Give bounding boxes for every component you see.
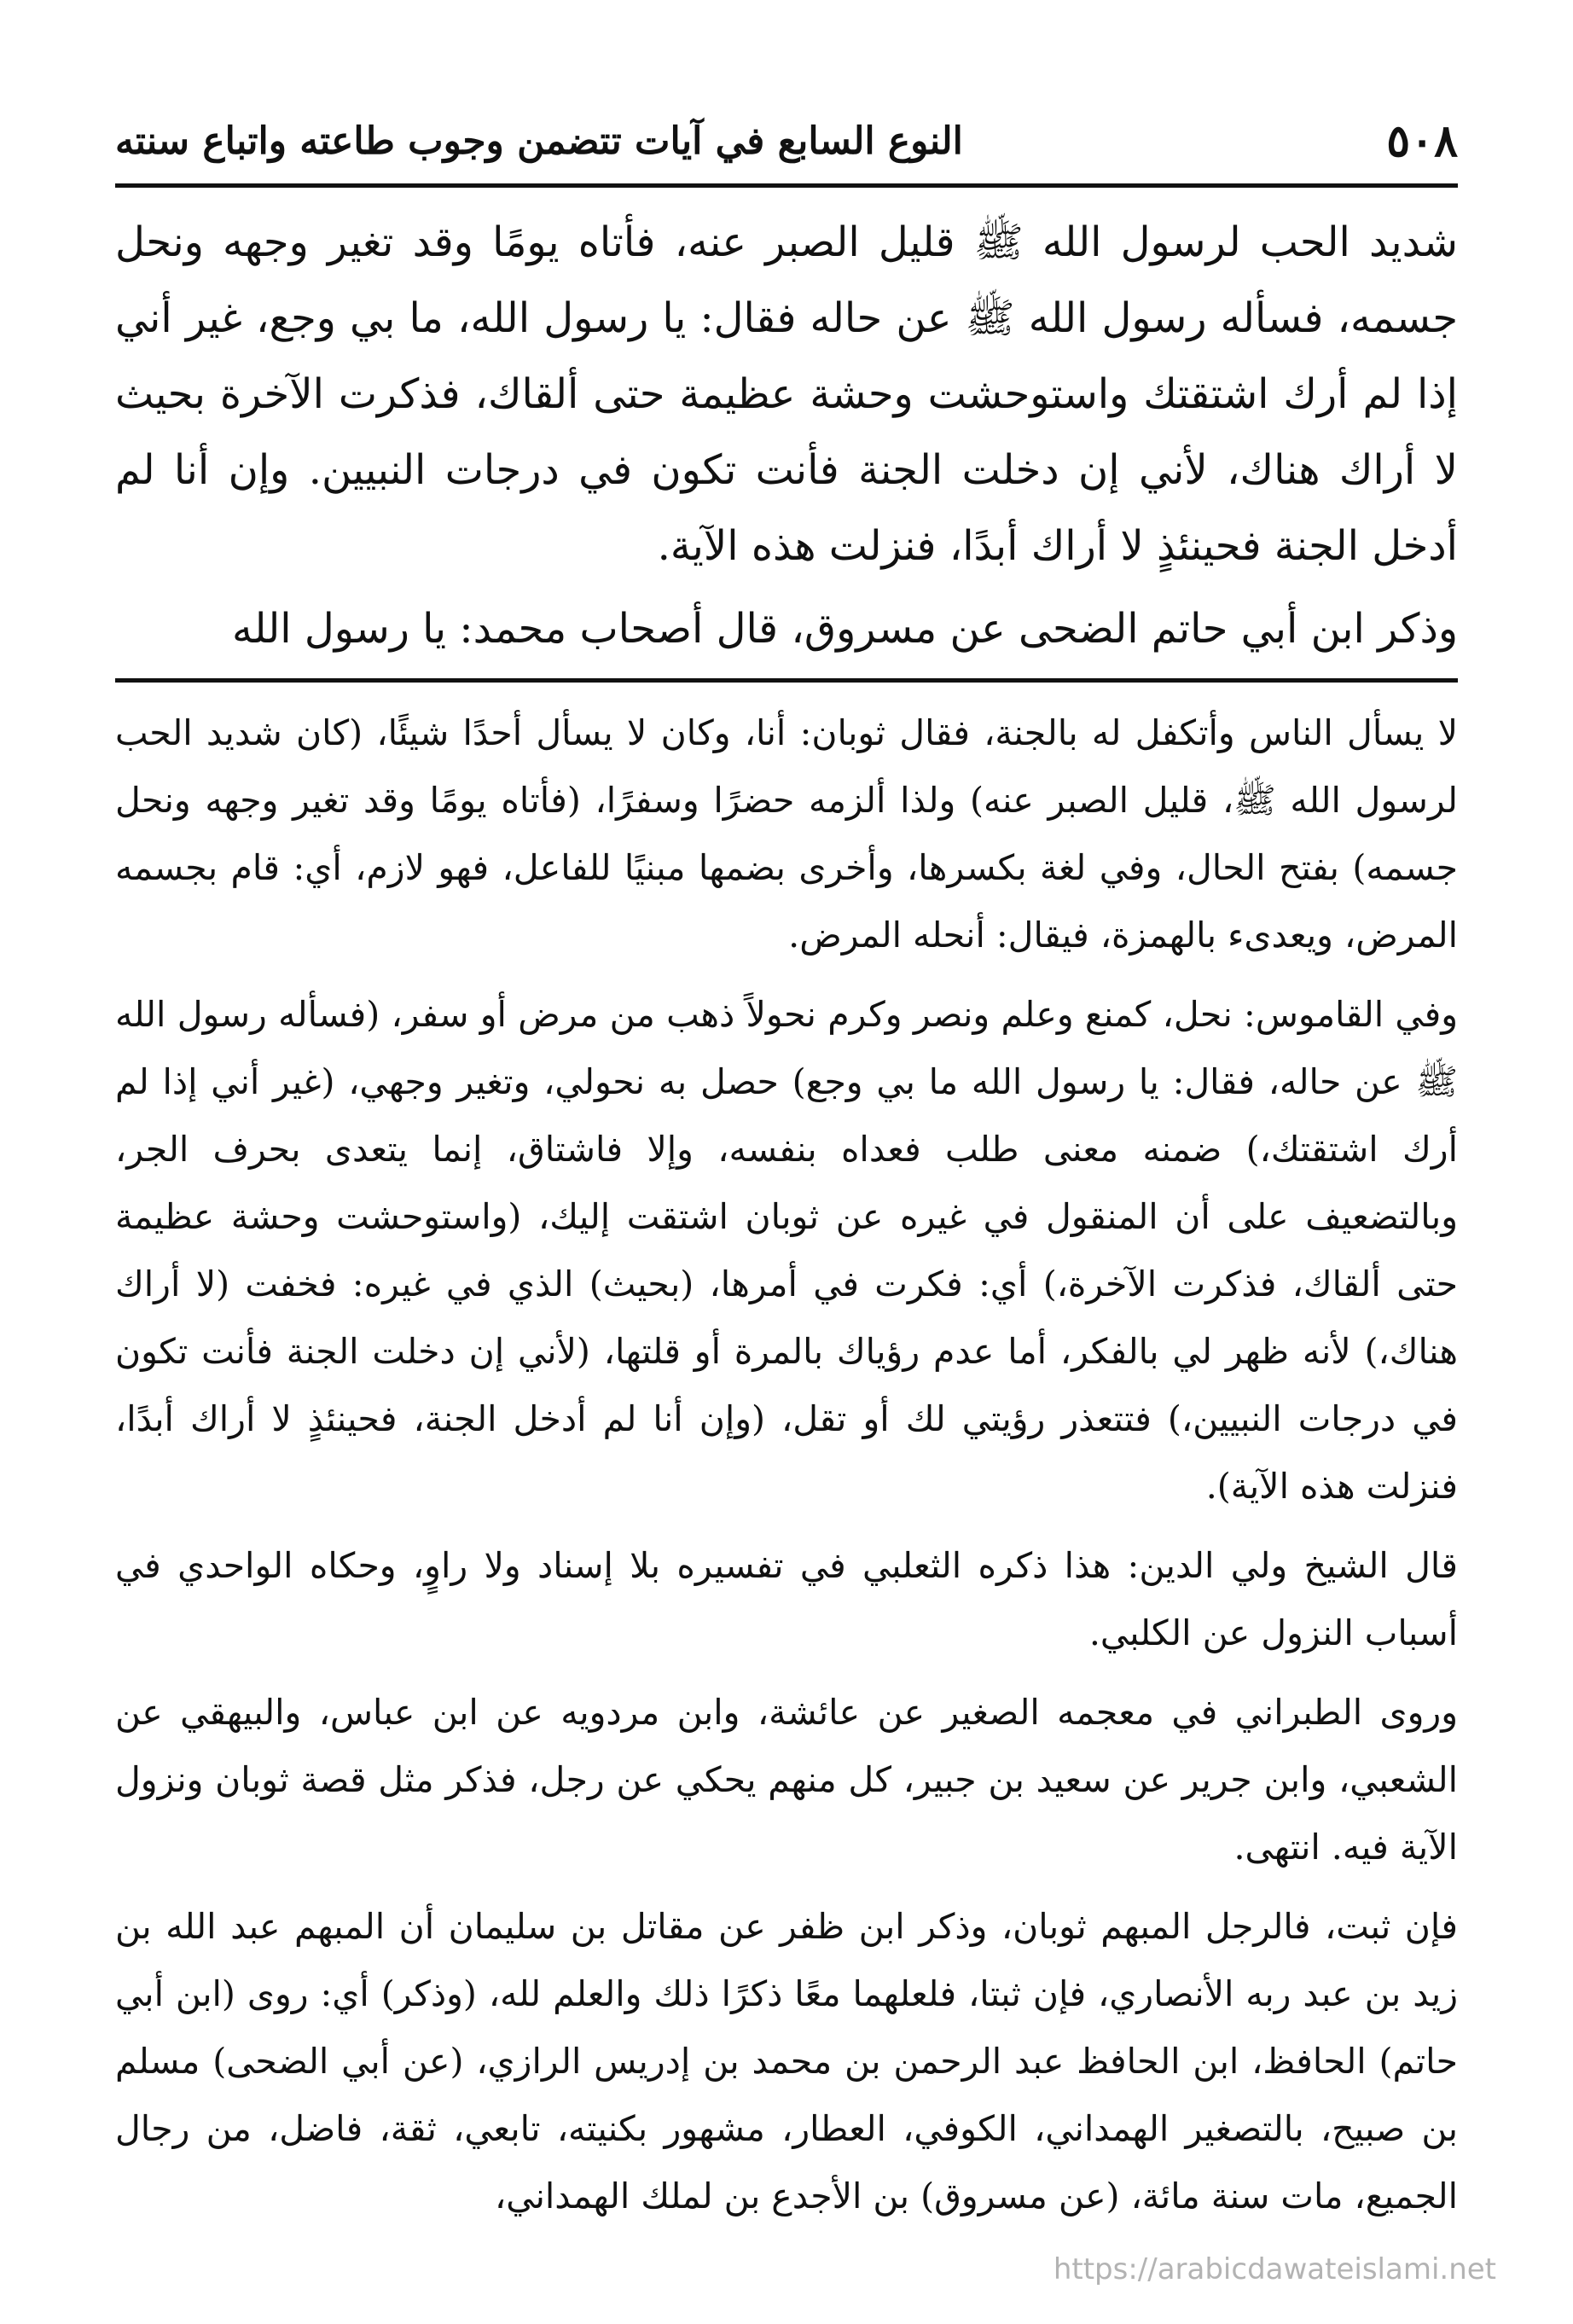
page-header (115, 111, 1458, 171)
main-text (115, 205, 1458, 667)
commentary-text (115, 700, 1458, 2242)
header-rule (115, 183, 1458, 188)
main-paragraph: شديد الحب لرسول الله ﷺ قليل الصبر عنه، فأتاه يومًا وقد تغير وجهه ونحل جسمه، فسأله رسول الله ﷺ عن حاله فقال: يا رسول الله، ما بي وجع، غير أني إذا لم أرك اشتقتك واستوحشت وحشة عظيمة حتى ألقاك، فذكرت الآخرة بحيث لا أراك هناك، لأني إن دخلت الجنة فأنت تكون في درجات النبيين. وإن أنا لم أدخل الجنة فحينئذٍ لا أراك أبدًا، فنزلت هذه الآية. (115, 218, 1458, 570)
commentary-paragraph: لا يسأل الناس وأتكفل له بالجنة، فقال ثوبان: أنا، وكان لا يسأل أحدًا شيئًا، (كان شديد الحب لرسول الله ﷺ، قليل الصبر عنه) ولذا ألزمه حضرًا وسفرًا، (فأتاه يومًا وقد تغير وجهه ونحل جسمه) بفتح الحال، وفي لغة بكسرها، وأخرى بضمها مبنيًا للفاعل، فهو لازم، أي: قام بجسمه المرض، ويعدىء بالهمزة، فيقال: أنحله المرض. (115, 712, 1458, 956)
watermark-url: https://arabicdawateislami.net (1053, 2252, 1496, 2286)
commentary-paragraph: قال الشيخ ولي الدين: هذا ذكره الثعلبي في تفسيره بلا إسناد ولا راوٍ، وحكاه الواحدي في أسباب النزول عن الكلبي. (115, 1545, 1458, 1653)
running-title: النوع السابع في آيات تتضمن وجوب طاعته واتباع سنته (115, 119, 963, 163)
page-number: ٥٠٨ (1386, 114, 1458, 167)
main-paragraph: وذكر ابن أبي حاتم الضحى عن مسروق، قال أصحاب محمد: يا رسول الله (232, 605, 1458, 653)
commentary-divider (115, 678, 1458, 683)
commentary-paragraph: فإن ثبت، فالرجل المبهم ثوبان، وذكر ابن ظفر عن مقاتل بن سليمان أن المبهم عبد الله بن زيد بن عبد ربه الأنصاري، فإن ثبتا، فلعلهما معًا ذكرًا ذلك والعلم لله، (وذكر) أي: روى (ابن أبي حاتم) الحافظ، ابن الحافظ عبد الرحمن بن محمد بن إدريس الرازي، (عن أبي الضحى) مسلم بن صبيح، بالتصغير الهمداني، الكوفي، العطار، مشهور بكنيته، تابعي، ثقة، فاضل، من رجال الجميع، مات سنة مائة، (عن مسروق) بن الأجدع بن لملك الهمداني، (115, 1906, 1458, 2217)
commentary-paragraph: وروى الطبراني في معجمه الصغير عن عائشة، وابن مردويه عن ابن عباس، والبيهقي عن الشعبي، وابن جرير عن سعيد بن جبير، كل منهم يحكي عن رجل، فذكر مثل قصة ثوبان ونزول الآية فيه. انتهى. (115, 1692, 1458, 1868)
commentary-paragraph: وفي القاموس: نحل، كمنع وعلم ونصر وكرم نحولاً ذهب من مرض أو سفر، (فسأله رسول الله ﷺ عن حاله، فقال: يا رسول الله ما بي وجع) حصل به نحولي، وتغير وجهي، (غير أني إذا لم أرك اشتقتك،) ضمنه معنى طلب فعداه بنفسه، وإلا فاشتاق، إنما يتعدى بحرف الجر، وبالتضعيف على أن المنقول في غيره عن ثوبان اشتقت إليك، (واستوحشت وحشة عظيمة حتى ألقاك، فذكرت الآخرة،) أي: فكرت في أمرها، (بحيث) الذي في غيره: فخفت (لا أراك هناك،) لأنه ظهر لي بالفكر، أما عدم رؤياك بالمرة أو قلتها، (لأني إن دخلت الجنة فأنت تكون في درجات النبيين،) فتتعذر رؤيتي لك أو تقل، (وإن أنا لم أدخل الجنة، فحينئذٍ لا أراك أبدًا، فنزلت هذه الآية). (115, 994, 1458, 1507)
